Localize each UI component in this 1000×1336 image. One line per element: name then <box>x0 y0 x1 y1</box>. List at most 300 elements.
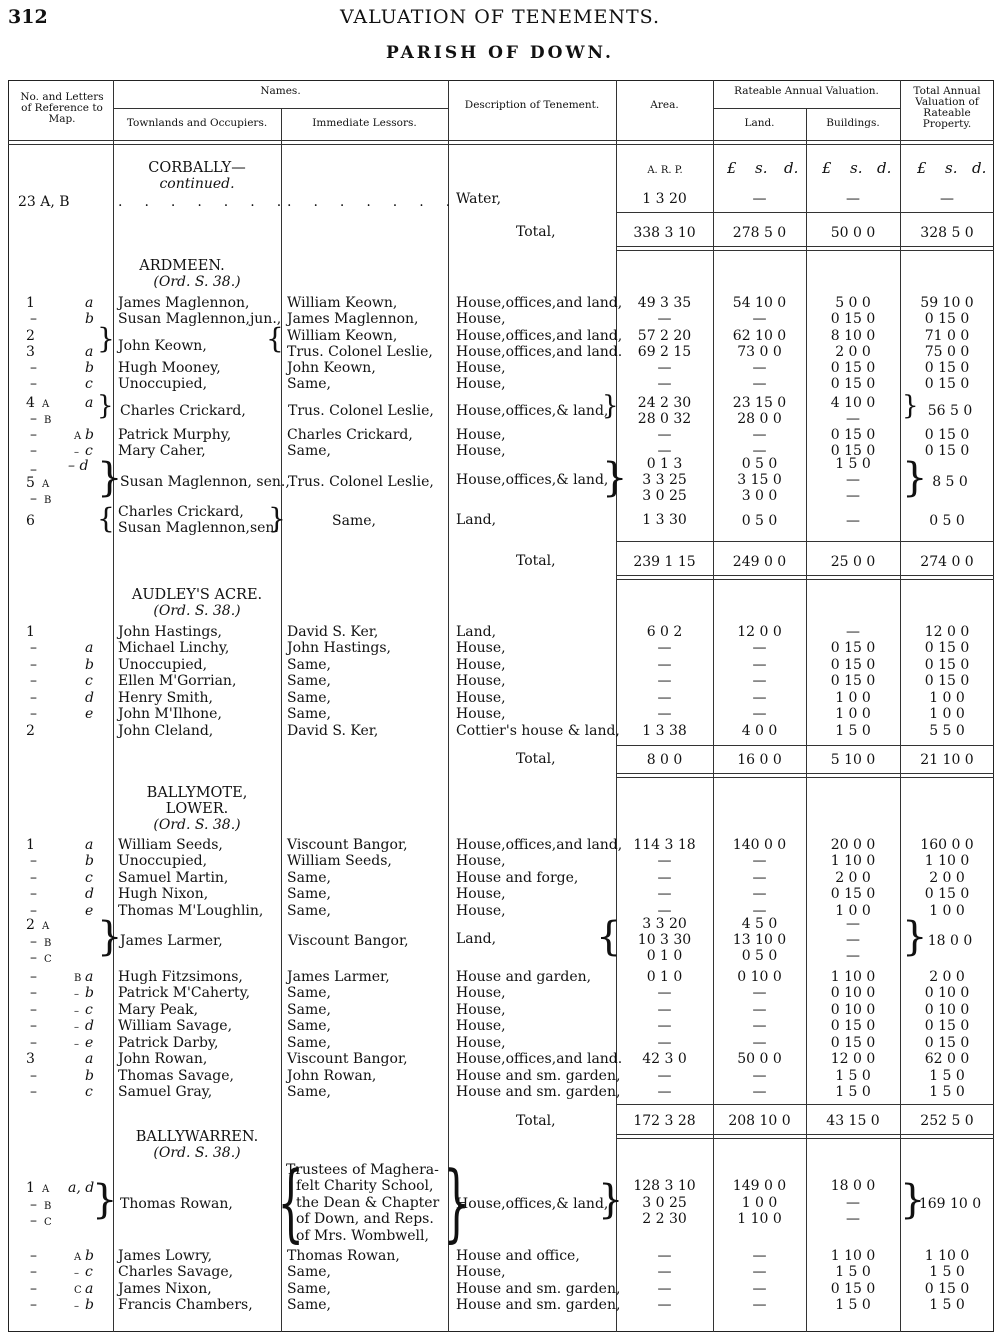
brace: } <box>598 1177 624 1223</box>
total-value: 18 0 0 <box>927 933 973 949</box>
brace: } <box>902 914 928 960</box>
lessor: Same, <box>287 985 331 1001</box>
land-value: 0 10 0 <box>737 969 782 985</box>
row-ref: 3 <box>26 1051 35 1067</box>
lessor: Same, <box>287 673 331 689</box>
row-ref: – <box>30 1018 37 1034</box>
occupier: Susan Maglennon, sen., <box>120 474 290 490</box>
total-value: 2 0 0 <box>929 870 965 886</box>
land-value: 23 15 0 <box>732 395 787 411</box>
row-ref-letter: A <box>74 1252 82 1263</box>
occupier: Mary Caher, <box>118 443 206 459</box>
occupier: Unoccupied, <box>118 853 208 869</box>
row-ref: – <box>30 1281 37 1297</box>
total-rule <box>616 1138 994 1139</box>
description: Land, <box>456 512 497 528</box>
area: 3 0 25 <box>642 1195 687 1211</box>
area: 0 1 0 <box>646 948 683 964</box>
land-value: 140 0 0 <box>732 837 787 853</box>
brace: { <box>97 502 115 535</box>
total-value: 1 10 0 <box>924 853 970 869</box>
total-rule <box>616 212 994 213</box>
occupier: James Lowry, <box>118 1248 213 1264</box>
total-value: 0 15 0 <box>924 1281 970 1297</box>
total-value: 75 0 0 <box>924 344 970 360</box>
total-value: 160 0 0 <box>920 837 974 853</box>
row-letter: a <box>85 395 94 411</box>
description: Land, <box>456 931 497 947</box>
total-rule <box>616 1104 994 1105</box>
buildings-value: 8 10 0 <box>830 328 876 344</box>
unit-pence: d. <box>972 159 987 177</box>
description: House, <box>456 360 506 376</box>
description: House,offices,& land, <box>456 403 609 419</box>
total-total: 252 5 0 <box>920 1113 974 1129</box>
row-ref-letter: B <box>44 415 52 426</box>
land-value: — <box>752 985 767 1001</box>
brace: } <box>602 391 619 421</box>
buildings-value: — <box>846 411 860 427</box>
total-value: 59 10 0 <box>920 295 974 311</box>
land-value: — <box>752 870 767 886</box>
land-value: — <box>752 886 767 902</box>
buildings-value: 0 15 0 <box>830 311 876 327</box>
lessor: Charles Crickard, <box>287 427 413 443</box>
area: — <box>657 1248 672 1264</box>
land-value: — <box>752 706 767 722</box>
description: House, <box>456 311 506 327</box>
buildings-value: — <box>846 916 860 932</box>
occupier: Charles Savage, <box>118 1264 234 1280</box>
total-buildings: 43 15 0 <box>826 1113 880 1129</box>
land-value: — <box>752 853 767 869</box>
row-letter: a <box>85 1281 94 1297</box>
land-value: 0 5 0 <box>741 513 778 529</box>
lessor: Trus. Colonel Leslie, <box>288 403 434 419</box>
total-rule <box>616 579 994 580</box>
occupier: Ellen M'Gorrian, <box>118 673 237 689</box>
unit-pound: £ <box>917 159 927 177</box>
area: — <box>657 690 672 706</box>
area: — <box>657 427 672 443</box>
unit-pence: d. <box>784 159 799 177</box>
total-land: 16 0 0 <box>737 752 782 768</box>
row-letter: c <box>85 376 93 392</box>
total-value: 1 5 0 <box>929 1084 965 1100</box>
land-value: 4 0 0 <box>741 723 778 739</box>
total-value: 0 15 0 <box>924 1018 970 1034</box>
row-ref: 2 <box>26 723 35 739</box>
row-ref: – <box>30 886 37 902</box>
buildings-value: 0 15 0 <box>830 640 876 656</box>
row-ref-letter: C <box>74 1285 82 1296</box>
occupier: Patrick Murphy, <box>118 427 232 443</box>
buildings-value: 0 15 0 <box>830 1018 876 1034</box>
land-value: — <box>752 1264 767 1280</box>
lessor: William Keown, <box>287 328 398 344</box>
lessor: Same, <box>287 706 331 722</box>
lessor: Same, <box>332 513 376 529</box>
row-letter: d <box>85 690 94 706</box>
brace: } <box>443 1153 471 1251</box>
row-ref: – <box>30 690 37 706</box>
total-rule <box>616 777 994 778</box>
occupier: Francis Chambers, <box>118 1297 253 1313</box>
occupier: Samuel Gray, <box>118 1084 213 1100</box>
buildings-value: — <box>846 1195 860 1211</box>
total-area: 172 3 28 <box>633 1113 696 1129</box>
total-total: 21 10 0 <box>920 752 974 768</box>
area: 10 3 30 <box>637 932 692 948</box>
townland-title: ARDMEEN. <box>139 258 225 274</box>
lessor: the Dean & Chapter <box>296 1195 440 1211</box>
area: — <box>657 376 672 392</box>
description: House and office, <box>456 1248 580 1264</box>
area: — <box>657 360 672 376</box>
total-buildings: 50 0 0 <box>830 225 876 241</box>
header-rule <box>113 108 448 109</box>
total-buildings: 5 10 0 <box>830 752 876 768</box>
description: Cottier's house & land, <box>456 723 620 739</box>
buildings-value: 0 15 0 <box>830 427 876 443</box>
occupier: William Seeds, <box>118 837 223 853</box>
buildings-value: 18 0 0 <box>830 1178 876 1194</box>
brace: { <box>277 1153 305 1251</box>
col-total-header: Total Annual Valuation of Rateable Property. <box>913 85 981 130</box>
buildings-value: — <box>846 932 860 948</box>
lessor: William Seeds, <box>287 853 392 869</box>
area: — <box>657 1018 672 1034</box>
row-letter: b <box>85 1068 94 1084</box>
row-ref-letter: B <box>44 495 52 506</box>
col-townlands-header: Townlands and Occupiers. <box>126 117 268 129</box>
townland-title: BALLYWARREN. <box>135 1129 259 1145</box>
area: — <box>657 1264 672 1280</box>
land-value: — <box>752 1068 767 1084</box>
total-value: 0 15 0 <box>924 640 970 656</box>
brace: } <box>92 1177 118 1223</box>
description: House, <box>456 985 506 1001</box>
lessor: Viscount Bangor, <box>287 1051 408 1067</box>
ordnance-sheet: (Ord. S. 38.) <box>153 274 241 290</box>
row-letter: b <box>85 427 94 443</box>
area: — <box>657 1084 672 1100</box>
row-ref: – <box>30 1068 37 1084</box>
lessor: of Down, and Reps. <box>296 1211 434 1227</box>
row-ref: – <box>30 1197 37 1213</box>
row-ref: – <box>30 360 37 376</box>
lessor: Same, <box>287 657 331 673</box>
row-letter: d <box>85 1018 94 1034</box>
parish-title: PARISH OF DOWN. <box>386 43 614 63</box>
row-ref: – <box>30 640 37 656</box>
description: House, <box>456 673 506 689</box>
occupier: Mary Peak, <box>118 1002 199 1018</box>
land-value: — <box>752 903 767 919</box>
col-rateable-header: Rateable Annual Valuation. <box>734 85 879 97</box>
row-ref-letter: B <box>44 938 52 949</box>
row-ref: – <box>30 1264 37 1280</box>
row-ref: – <box>30 870 37 886</box>
description: House,offices,and land, <box>456 295 623 311</box>
total-value: 62 0 0 <box>924 1051 970 1067</box>
description: House, <box>456 903 506 919</box>
row-letter: b <box>85 360 94 376</box>
brace: } <box>97 914 123 960</box>
ordnance-sheet: (Ord. S. 38.) <box>153 1145 241 1161</box>
row-land: — <box>752 191 767 207</box>
total-value: 1 0 0 <box>929 706 965 722</box>
description: House,offices,and land, <box>456 837 623 853</box>
row-ref: 4 <box>26 395 35 411</box>
row-ref-letter: A <box>42 1184 50 1195</box>
row-letter: e <box>85 903 94 919</box>
total-value: 1 10 0 <box>924 1248 970 1264</box>
row-ref: 6 <box>26 513 35 529</box>
occupier: John M'Ilhone, <box>118 706 222 722</box>
row-total: — <box>940 191 954 207</box>
area: — <box>657 870 672 886</box>
total-label: Total, <box>516 553 556 569</box>
total-value: 56 5 0 <box>927 403 973 419</box>
description: House and sm. garden, <box>456 1068 621 1084</box>
area: 49 3 35 <box>637 295 692 311</box>
row-ref: – <box>30 1297 37 1313</box>
row-letter: c <box>85 673 93 689</box>
total-value: 169 10 0 <box>918 1196 982 1212</box>
land-value: 28 0 0 <box>737 411 782 427</box>
lessor: James Maglennon, <box>287 311 419 327</box>
townland-title-line2: LOWER. <box>165 801 229 817</box>
row-ref-letter: – <box>74 1039 79 1050</box>
lessor: of Mrs. Wombwell, <box>296 1228 429 1244</box>
row-letter: a <box>85 640 94 656</box>
row-letter: c <box>85 1084 93 1100</box>
occupier: Susan Maglennon,jun., <box>118 311 282 327</box>
row-ref-letter: A <box>42 921 50 932</box>
total-value: 5 5 0 <box>929 723 965 739</box>
total-rule <box>616 575 994 576</box>
description: House, <box>456 1002 506 1018</box>
buildings-value: — <box>846 488 860 504</box>
row-ref-letter: B <box>44 1201 52 1212</box>
occupier: Hugh Nixon, <box>118 886 209 902</box>
land-value: — <box>752 1248 767 1264</box>
row-description: Water, <box>456 191 502 207</box>
row-letter: a <box>85 837 94 853</box>
row-ref: 1 <box>26 1180 35 1196</box>
row-ref: – <box>30 1035 37 1051</box>
total-value: 8 5 0 <box>932 474 968 490</box>
buildings-value: 1 10 0 <box>830 853 876 869</box>
occupier: Michael Linchy, <box>118 640 230 656</box>
description: House, <box>456 853 506 869</box>
total-label: Total, <box>516 751 556 767</box>
row-ref: – <box>30 950 37 966</box>
total-rule <box>616 250 994 251</box>
area-units: A. R. P. <box>647 165 683 176</box>
lessor: Trustees of Maghera- <box>286 1162 439 1178</box>
occupier: Charles Crickard, <box>120 403 246 419</box>
description: House, <box>456 427 506 443</box>
area: 3 0 25 <box>642 488 687 504</box>
land-value: — <box>752 311 767 327</box>
land-value: — <box>752 443 767 459</box>
description: House, <box>456 376 506 392</box>
col-area-header: Area. <box>650 99 679 111</box>
total-land: 278 5 0 <box>732 225 787 241</box>
row-ref: – <box>30 673 37 689</box>
total-value: 1 0 0 <box>929 903 965 919</box>
buildings-value: 0 15 0 <box>830 673 876 689</box>
total-label: Total, <box>516 224 556 240</box>
buildings-value: 1 5 0 <box>835 456 871 472</box>
buildings-value: 1 5 0 <box>835 1084 871 1100</box>
row-ref: – <box>30 443 37 459</box>
land-value: 62 10 0 <box>732 328 787 344</box>
brace: { <box>266 322 284 355</box>
land-value: 3 15 0 <box>737 472 782 488</box>
area: — <box>657 673 672 689</box>
area: — <box>657 443 672 459</box>
brace: } <box>97 455 123 501</box>
brace: } <box>902 391 919 421</box>
occupier: Unoccupied, <box>118 376 208 392</box>
area: 1 3 30 <box>642 512 687 528</box>
total-value: 0 10 0 <box>924 985 970 1001</box>
unit-pound: £ <box>822 159 832 177</box>
brace: } <box>902 455 928 501</box>
description: House,offices,and land. <box>456 344 623 360</box>
area: 6 0 2 <box>646 624 683 640</box>
total-value: 0 15 0 <box>924 657 970 673</box>
row-ref-letter: A <box>74 431 82 442</box>
lessor: John Hastings, <box>287 640 391 656</box>
row-ref-letter: – <box>74 1268 79 1279</box>
occupier: William Savage, <box>118 1018 233 1034</box>
occupier: John Cleland, <box>118 723 214 739</box>
area: 28 0 32 <box>637 411 692 427</box>
brace: } <box>97 391 114 421</box>
buildings-value: 20 0 0 <box>830 837 876 853</box>
occupier: Patrick Darby, <box>118 1035 219 1051</box>
land-value: — <box>752 360 767 376</box>
leader-dots: ....... <box>287 194 473 210</box>
unit-shilling: s. <box>755 159 768 177</box>
land-value: — <box>752 376 767 392</box>
land-value: — <box>752 1281 767 1297</box>
total-value: 0 15 0 <box>924 1035 970 1051</box>
buildings-value: — <box>846 624 860 640</box>
row-ref-letter: – <box>74 1006 79 1017</box>
ordnance-sheet: (Ord. S. 38.) <box>153 603 241 619</box>
lessor: Same, <box>287 870 331 886</box>
description: House, <box>456 886 506 902</box>
total-value: 0 5 0 <box>929 513 965 529</box>
land-value: — <box>752 640 767 656</box>
row-ref: – <box>30 853 37 869</box>
col-description-header: Description of Tenement. <box>464 99 600 111</box>
buildings-value: — <box>846 472 860 488</box>
row-ref: 1 <box>26 624 35 640</box>
land-value: 1 10 0 <box>737 1211 782 1227</box>
occupier: Thomas Savage, <box>118 1068 234 1084</box>
occupier: Hugh Mooney, <box>118 360 221 376</box>
col-lessors-header: Immediate Lessors. <box>312 117 417 129</box>
row-letter: b <box>85 853 94 869</box>
description: House, <box>456 443 506 459</box>
buildings-value: 2 0 0 <box>835 344 871 360</box>
lessor: John Rowan, <box>287 1068 377 1084</box>
total-value: 0 15 0 <box>924 443 970 459</box>
lessor: William Keown, <box>287 295 398 311</box>
buildings-value: 0 10 0 <box>830 1002 876 1018</box>
total-value: 1 5 0 <box>929 1264 965 1280</box>
occupier: Hugh Fitzsimons, <box>118 969 243 985</box>
buildings-value: 1 5 0 <box>835 1264 871 1280</box>
unit-pence: d. <box>877 159 892 177</box>
total-area: 338 3 10 <box>633 225 696 241</box>
area: 69 2 15 <box>637 344 692 360</box>
row-letter: a <box>85 295 94 311</box>
lessor: Trus. Colonel Leslie, <box>287 344 433 360</box>
land-value: — <box>752 1297 767 1313</box>
buildings-value: 1 5 0 <box>835 1297 871 1313</box>
buildings-value: 0 15 0 <box>830 376 876 392</box>
buildings-value: — <box>846 948 860 964</box>
row-ref: – <box>30 1084 37 1100</box>
occupier: Unoccupied, <box>118 657 208 673</box>
row-letter: b <box>85 985 94 1001</box>
lessor: Same, <box>287 690 331 706</box>
area: 24 2 30 <box>637 395 692 411</box>
total-total: 274 0 0 <box>920 554 974 570</box>
description: House and sm. garden, <box>456 1084 621 1100</box>
row-ref: – <box>30 411 37 427</box>
lessor: felt Charity School, <box>296 1178 434 1194</box>
area: — <box>657 1035 672 1051</box>
row-ref-letter: C <box>44 1217 52 1228</box>
land-value: — <box>752 657 767 673</box>
row-ref: 3 <box>26 344 35 360</box>
total-value: 0 15 0 <box>924 673 970 689</box>
area: 0 1 0 <box>646 969 683 985</box>
row-letter: c <box>85 1264 93 1280</box>
occupier: Thomas Rowan, <box>120 1196 233 1212</box>
row-ref: – <box>30 706 37 722</box>
row-letter: a <box>85 969 94 985</box>
total-value: 0 15 0 <box>924 376 970 392</box>
description: House, <box>456 640 506 656</box>
occupier: James Larmer, <box>120 933 223 949</box>
total-value: 1 5 0 <box>929 1068 965 1084</box>
occupier: Patrick M'Caherty, <box>118 985 251 1001</box>
lessor: Thomas Rowan, <box>287 1248 400 1264</box>
total-value: 1 0 0 <box>929 690 965 706</box>
row-ref: 2 <box>26 328 35 344</box>
total-rule <box>616 1134 994 1135</box>
row-ref: – <box>30 311 37 327</box>
total-value: 0 15 0 <box>924 311 970 327</box>
row-ref: – <box>30 969 37 985</box>
unit-pound: £ <box>727 159 737 177</box>
buildings-value: 0 15 0 <box>830 1281 876 1297</box>
area: — <box>657 1068 672 1084</box>
description: House,offices,and land. <box>456 1051 623 1067</box>
occupier: John Hastings, <box>118 624 222 640</box>
buildings-value: 0 15 0 <box>830 1035 876 1051</box>
buildings-value: 0 15 0 <box>830 360 876 376</box>
